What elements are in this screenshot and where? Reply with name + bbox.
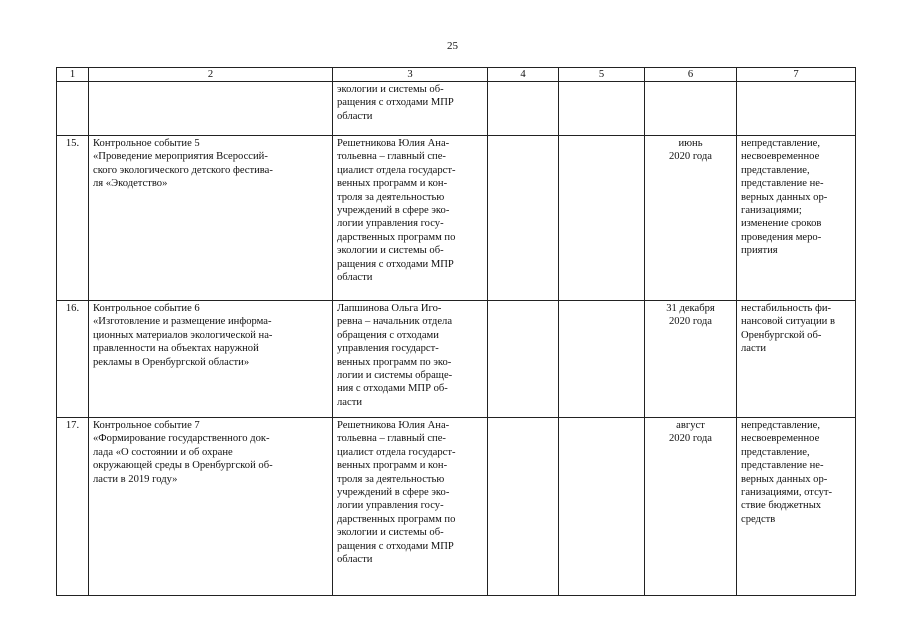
date-cell: август 2020 года (645, 418, 737, 596)
row-number-cell (57, 82, 89, 136)
row-number-cell: 15. (57, 136, 89, 301)
page-number: 25 (447, 40, 458, 52)
col4-cell (488, 82, 559, 136)
event-cell: Контрольное событие 7 «Формирование государственного док- лада «О состоянии и об охране окружающей среды в Оренбургской об- ласти в 2019 году» (89, 418, 333, 596)
risks-cell (737, 82, 856, 136)
col4-cell (488, 136, 559, 301)
risks-cell: непредставление, несвоевременное представление, представление не- верных данных ор- ганизациями; изменение сроков проведения меро- приятия (737, 136, 856, 301)
risks-cell: непредставление, несвоевременное представление, представление не- верных данных ор- ганизациями, отсут- ствие бюджетных средств (737, 418, 856, 596)
column-number-row (57, 68, 856, 82)
col5-cell (559, 136, 645, 301)
column-header-4: 4 (488, 68, 559, 82)
column-header-6: 6 (645, 68, 737, 82)
row-number-cell: 16. (57, 301, 89, 418)
date-cell: 31 декабря 2020 года (645, 301, 737, 418)
column-header-7: 7 (737, 68, 856, 82)
col5-cell (559, 418, 645, 596)
table-row (57, 136, 856, 301)
responsible-cell: Лапшинова Ольга Иго- ревна – начальник отдела обращения с отходами управления государст- венных программ по эко- логии и системы обраще- ния с отходами МПР об- ласти (333, 301, 488, 418)
col4-cell (488, 301, 559, 418)
column-header-1: 1 (57, 68, 89, 82)
event-cell: Контрольное событие 5 «Проведение мероприятия Всероссий- ского экологического детского фестива- ля «Экодетство» (89, 136, 333, 301)
date-cell (645, 82, 737, 136)
col5-cell (559, 301, 645, 418)
column-header-2: 2 (89, 68, 333, 82)
event-cell: Контрольное событие 6 «Изготовление и размещение информа- ционных материалов экологической на- правленности на объектах наружной рекламы в Оренбургской области» (89, 301, 333, 418)
col5-cell (559, 82, 645, 136)
date-cell: июнь 2020 года (645, 136, 737, 301)
row-number-cell: 17. (57, 418, 89, 596)
responsible-cell: экологии и системы об- ращения с отходами МПР области (333, 82, 488, 136)
event-cell (89, 82, 333, 136)
risks-cell: нестабильность фи- нансовой ситуации в Оренбургской об- ласти (737, 301, 856, 418)
table-row (57, 418, 856, 596)
column-header-3: 3 (333, 68, 488, 82)
responsible-cell: Решетникова Юлия Ана- тольевна – главный спе- циалист отдела государст- венных программ и кон- троля за деятельностью учреждений в сфере эко- логии управления госу- дарственных программ по экологии и системы об- ращения с отходами МПР области (333, 136, 488, 301)
table-row (57, 301, 856, 418)
col4-cell (488, 418, 559, 596)
responsible-cell: Решетникова Юлия Ана- тольевна – главный спе- циалист отдела государст- венных программ и кон- троля за деятельностью учреждений в сфере эко- логии управления госу- дарственных программ по экологии и системы об- ращения с отходами МПР области (333, 418, 488, 596)
column-header-5: 5 (559, 68, 645, 82)
continuation-row (57, 82, 856, 136)
control-events-table (56, 67, 856, 596)
